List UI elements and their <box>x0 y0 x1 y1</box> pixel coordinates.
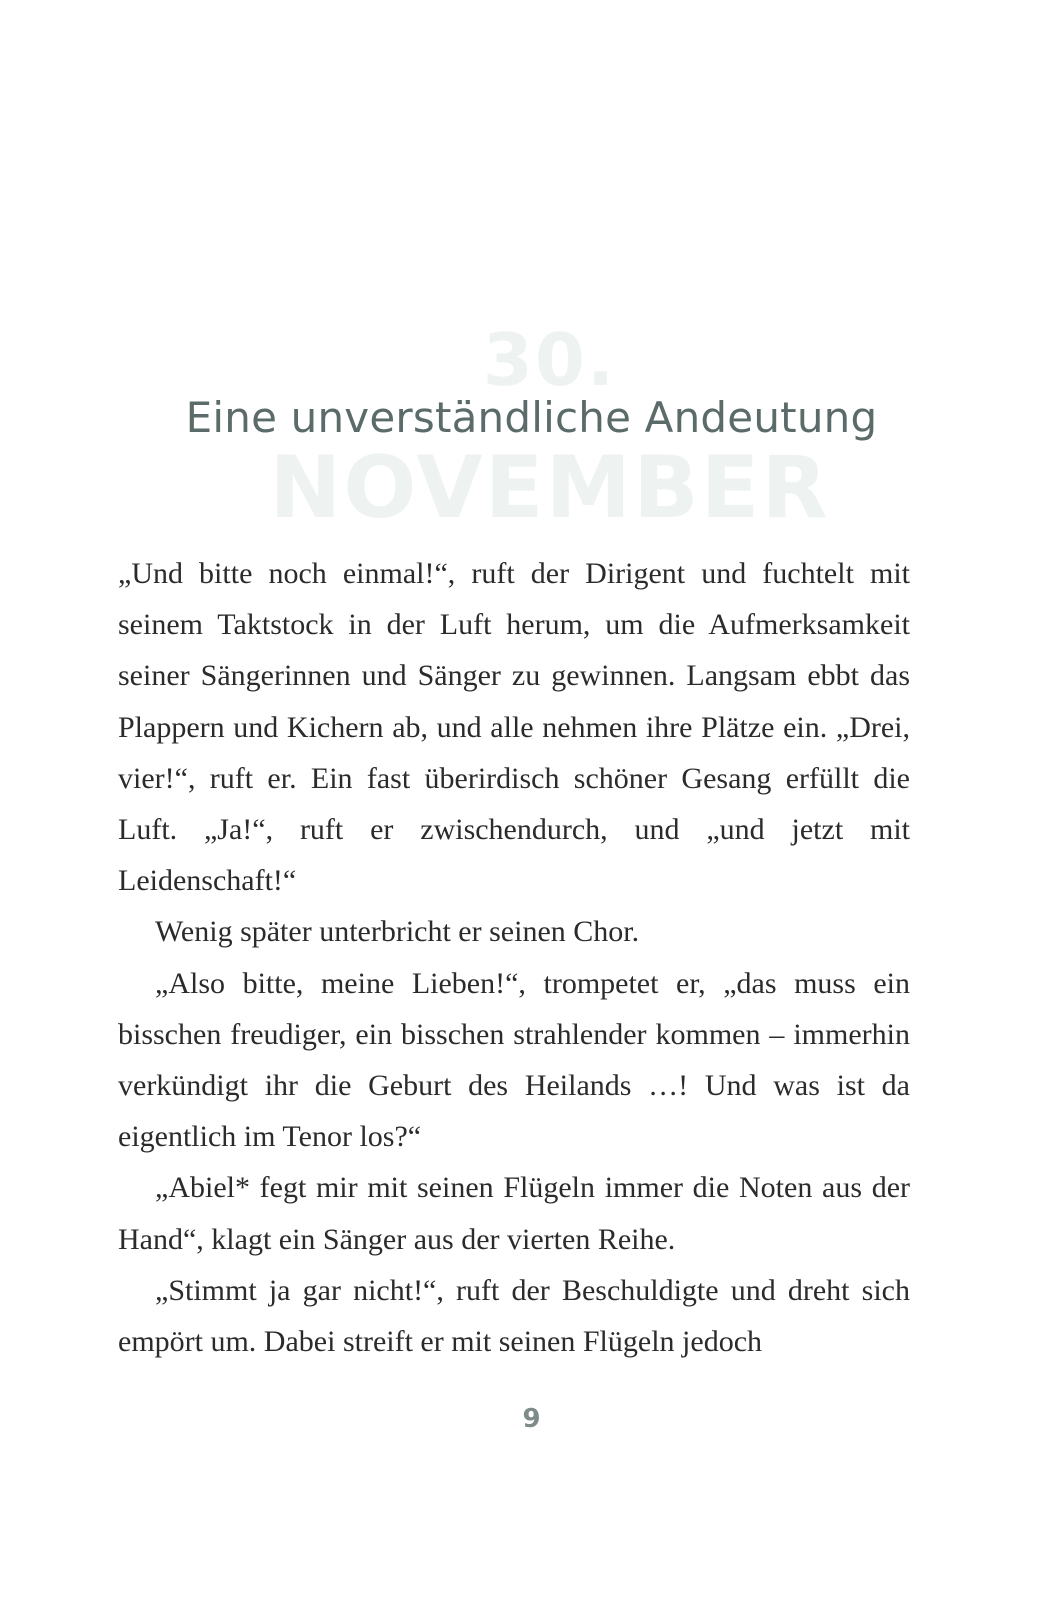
body-text <box>118 548 910 1367</box>
paragraph-5: „Stimmt ja gar nicht!“, ruft der Beschuldigte und dreht sich empört um. Dabei streift er mit seinen Flügeln jedoch <box>118 1273 910 1359</box>
paragraph-4: „Abiel* fegt mir mit seinen Flügeln immer die Noten aus der Hand“, klagt ein Sänger aus der vierten Reihe. <box>118 1171 910 1256</box>
watermark-date-day: 30. <box>482 318 617 402</box>
paragraph-2: Wenig später unterbricht er seinen Chor. <box>155 915 640 949</box>
paragraph-1: „Und bitte noch einmal!“, ruft der Dirigent und fuchtelt mit seinem Taktstock in der Luft herum, um die Aufmerksamkeit seiner Sängerinnen und Sänger zu gewinnen. Langsam ebbt das Plappern und Kichern ab, und alle nehmen ihre Plätze ein. „Drei, vier!“, ruft er. Ein fast überirdisch schöner Gesang erfüllt die Luft. „Ja!“, ruft er zwischendurch, und „und jetzt mit Leidenschaft!“ <box>118 557 910 898</box>
page-number: 9 <box>522 1404 541 1434</box>
paragraph-3: „Also bitte, meine Lieben!“, trompetet er, „das muss ein bisschen freudiger, ein bisschen strahlender kommen – immerhin verkündigt ihr die Geburt des Heilands …! Und was ist da eigentlich im Tenor los?“ <box>118 966 910 1154</box>
watermark-date-month: NOVEMBER <box>269 438 830 538</box>
chapter-title: Eine unverständliche Andeutung <box>185 393 878 442</box>
